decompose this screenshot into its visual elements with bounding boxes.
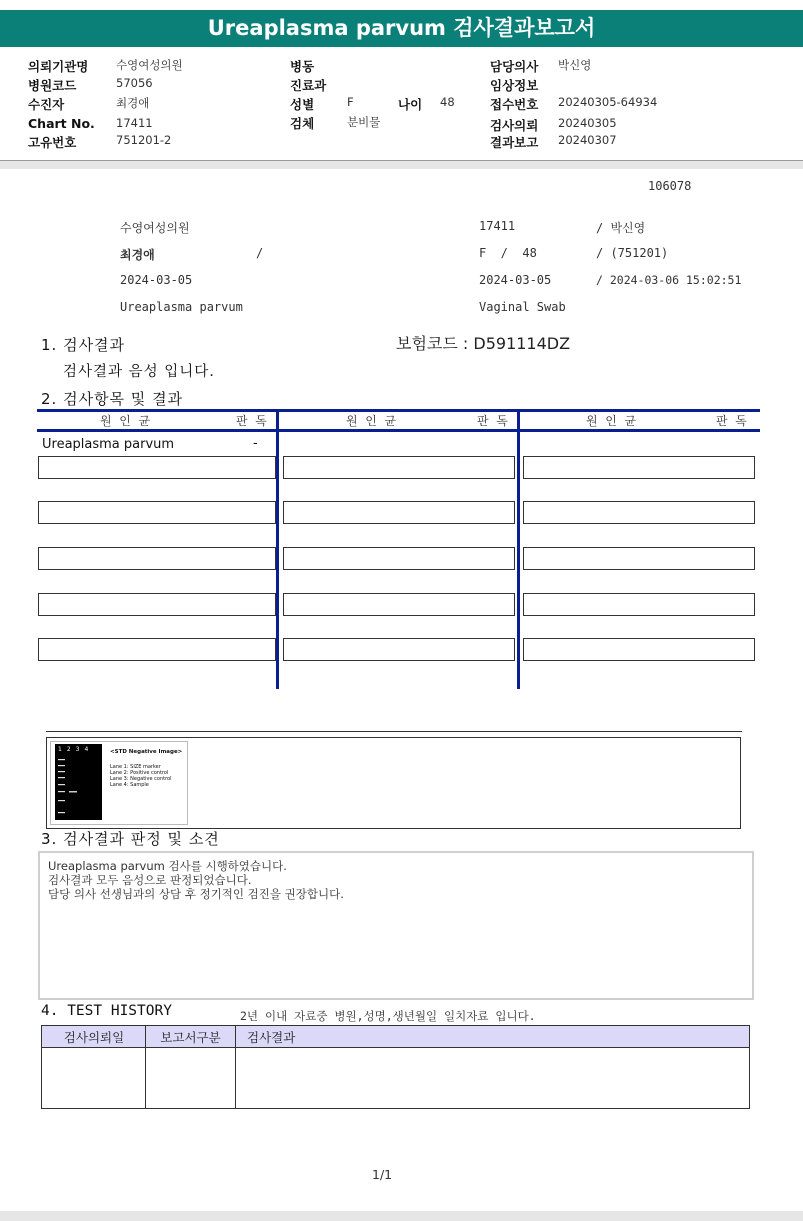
gel-image: [55, 744, 102, 820]
section3-title: 3. 검사결과 판정 및 소견: [41, 830, 220, 848]
gel-bands: [55, 744, 102, 820]
gel-lane-3: 3: [75, 746, 85, 753]
label-chart-no: Chart No.: [28, 116, 95, 131]
gel-lane-4: 4: [84, 746, 94, 753]
result-cell: [38, 638, 276, 661]
grid-divider-1: [276, 409, 279, 689]
label-unique-id: 고유번호: [28, 135, 77, 150]
result-cell: [283, 638, 515, 661]
grid-col3-reading: 판 독: [716, 414, 747, 428]
result-summary: 검사결과 음성 입니다.: [63, 364, 215, 380]
summary-reported: / 2024-03-06 15:02:51: [596, 273, 742, 287]
history-col-report-type: 보고서구분: [160, 1030, 221, 1045]
gel-legend: [110, 764, 172, 788]
findings-line: 검사결과 모두 음성으로 판정되었습니다.: [48, 873, 252, 887]
findings-line: 담당 의사 선생님과의 상담 후 정기적인 검진을 권장합니다.: [48, 887, 344, 901]
label-sex: 성별: [290, 97, 315, 112]
value-patient: 최경애: [116, 96, 150, 110]
grid-header-line: [37, 429, 760, 432]
findings-text: [40, 853, 752, 901]
label-age: 나이: [398, 97, 423, 112]
report-number: 106078: [648, 179, 692, 193]
grid-col2-reading: 판 독: [477, 414, 508, 428]
gel-lane-numbers: [58, 746, 93, 753]
result-cell: [283, 547, 515, 570]
report-title: Ureaplasma parvum 검사결과보고서: [0, 10, 803, 47]
summary-received: 2024-03-05: [120, 273, 193, 287]
summary-patient: 최경애: [120, 248, 155, 262]
value-age: 48: [440, 95, 455, 109]
label-patient: 수진자: [28, 97, 65, 112]
history-col-request-date: 검사의뢰일: [63, 1030, 125, 1045]
value-requesting-org: 수영여성의원: [116, 58, 183, 72]
value-doctor: 박신영: [558, 58, 592, 72]
value-request-date: 20240305: [558, 116, 617, 130]
gel-legend-lane4: Lane 4: Sample: [110, 782, 149, 788]
grid-col1-organism: 원 인 균: [100, 414, 151, 428]
gel-legend-lane1: Lane 1: SIZE marker: [110, 764, 161, 770]
gel-lane-1: 1: [58, 746, 67, 753]
label-department: 진료과: [290, 78, 327, 93]
label-requesting-org: 의뢰기관명: [28, 59, 89, 74]
result-cell: [523, 501, 755, 524]
gel-panel-top-line: [46, 731, 742, 732]
summary-doctor: / 박신영: [596, 221, 646, 235]
value-sex: F: [347, 95, 354, 109]
label-receipt-no: 접수번호: [490, 97, 539, 112]
result-cell: [523, 638, 755, 661]
findings-box: [38, 851, 754, 1000]
result-cell: [38, 593, 276, 616]
label-report-date: 결과보고: [490, 135, 539, 150]
gel-legend-lane2: Lane 2: Positive control: [110, 770, 169, 776]
value-chart-no: 17411: [116, 116, 153, 130]
summary-test: Ureaplasma parvum: [120, 300, 243, 314]
value-receipt-no: 20240305-64934: [558, 95, 658, 109]
summary-requested: 2024-03-05: [479, 273, 552, 287]
result-cell: [523, 547, 755, 570]
result-cell: [523, 593, 755, 616]
summary-slash: /: [256, 246, 264, 260]
value-unique-id: 751201-2: [116, 133, 172, 147]
gel-title: <STD Negative Image>: [110, 749, 183, 755]
section1-title: 1. 검사결과: [41, 336, 126, 354]
item-result: -: [253, 436, 258, 451]
item-organism: Ureaplasma parvum: [42, 437, 175, 452]
page-number: 1/1: [372, 1167, 393, 1182]
history-table: [41, 1025, 750, 1109]
grid-divider-2: [517, 409, 520, 689]
summary-chart: 17411: [479, 219, 516, 233]
summary-birth: / (751201): [596, 246, 669, 260]
grid-col2-organism: 원 인 균: [346, 414, 397, 428]
result-cell: [38, 501, 276, 524]
result-cell: [283, 593, 515, 616]
value-report-date: 20240307: [558, 133, 617, 147]
header-separator: [0, 160, 803, 169]
label-specimen: 검체: [290, 116, 315, 131]
section4-title: 4. TEST HISTORY: [41, 1003, 172, 1019]
history-col-result: 검사결과: [247, 1030, 296, 1045]
label-ward: 병동: [290, 59, 315, 74]
grid-col1-reading: 판 독: [236, 414, 267, 428]
history-col-divider-2: [235, 1026, 236, 1108]
result-cell: [38, 456, 276, 479]
value-hospital-code: 57056: [116, 76, 153, 90]
result-cell: [283, 501, 515, 524]
footer-strip: [0, 1211, 803, 1221]
label-request-date: 검사의뢰: [490, 118, 539, 133]
findings-line: Ureaplasma parvum 검사를 시행하였습니다.: [48, 859, 287, 873]
label-doctor: 담당의사: [490, 59, 539, 74]
gel-legend-lane3: Lane 3: Negative control: [110, 776, 172, 782]
label-hospital-code: 병원코드: [28, 78, 77, 93]
value-specimen: 분비물: [347, 115, 381, 129]
result-cell: [283, 456, 515, 479]
label-clinical-info: 임상정보: [490, 78, 539, 93]
gel-lane-2: 2: [66, 746, 76, 753]
result-cell: [523, 456, 755, 479]
grid-col3-organism: 원 인 균: [586, 414, 637, 428]
summary-specimen: Vaginal Swab: [479, 300, 566, 314]
summary-sex-age: F / 48: [479, 246, 537, 260]
history-note: 2년 이내 자료중 병원,성명,생년월일 일치자료 입니다.: [240, 1009, 536, 1023]
result-cell: [38, 547, 276, 570]
section2-title: 2. 검사항목 및 결과: [41, 390, 184, 408]
insurance-code: 보험코드 : D591114DZ: [396, 334, 571, 353]
summary-hospital: 수영여성의원: [120, 221, 190, 235]
